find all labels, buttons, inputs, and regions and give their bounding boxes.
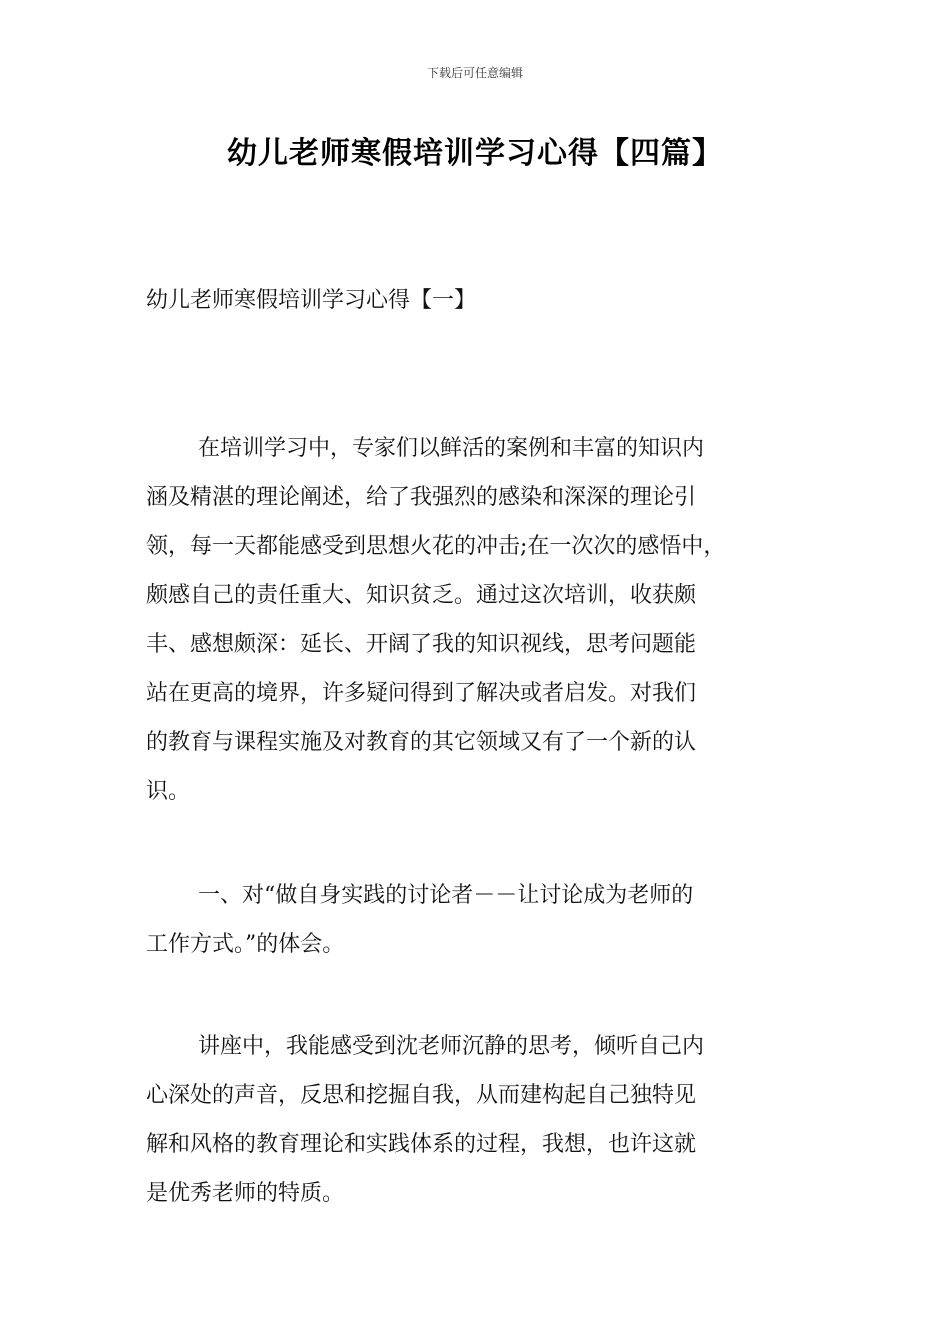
paragraph-1 [146, 424, 826, 816]
section-heading: 幼儿老师寒假培训学习心得【一】 [146, 288, 477, 313]
paragraph-line: 领，每一天都能感受到思想火花的冲击;在一次次的感悟中， [146, 534, 726, 559]
paragraph-line: 工作方式。”的体会。 [146, 932, 345, 957]
paragraph-line: 识。 [146, 779, 191, 804]
paragraph-3 [146, 1022, 826, 1218]
paragraph-line: 丰、感想颇深：延长、开阔了我的知识视线，思考问题能 [146, 632, 697, 657]
paragraph-line: 站在更高的境界，许多疑问得到了解决或者启发。对我们 [146, 681, 697, 706]
paragraph-line: 在培训学习中，专家们以鲜活的案例和丰富的知识内 [198, 436, 705, 461]
paragraph-line: 颇感自己的责任重大、知识贫乏。通过这次培训，收获颇 [146, 583, 697, 608]
paragraph-line: 解和风格的教育理论和实践体系的过程，我想，也许这就 [146, 1132, 697, 1157]
document-title: 幼儿老师寒假培训学习心得【四篇】 [227, 136, 723, 171]
paragraph-line: 涵及精湛的理论阐述，给了我强烈的感染和深深的理论引 [146, 485, 697, 510]
paragraph-line: 心深处的声音，反思和挖掘自我，从而建构起自己独特见 [146, 1083, 697, 1108]
paragraph-2 [146, 871, 826, 969]
header-note: 下载后可任意编辑 [426, 66, 523, 80]
paragraph-line: 一、对“做自身实践的讨论者－－让讨论成为老师的 [198, 883, 694, 908]
paragraph-line: 是优秀老师的特质。 [146, 1181, 345, 1206]
paragraph-line: 讲座中，我能感受到沈老师沉静的思考，倾听自己内 [198, 1034, 705, 1059]
paragraph-line: 的教育与课程实施及对教育的其它领域又有了一个新的认 [146, 730, 697, 755]
